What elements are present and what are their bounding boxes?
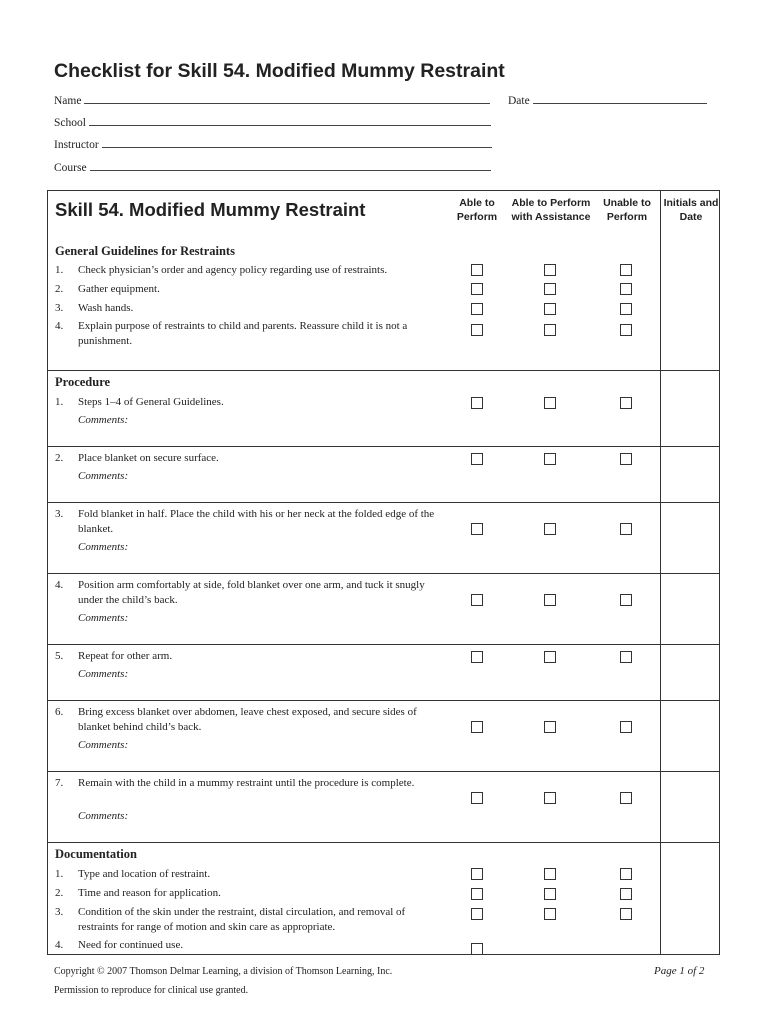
checkbox-assistance[interactable] <box>544 868 556 880</box>
checkbox-able[interactable] <box>471 397 483 409</box>
row-divider <box>48 573 719 574</box>
checkbox-unable[interactable] <box>620 264 632 276</box>
item-text: Place blanket on secure surface. <box>78 452 219 464</box>
item-number: 3. <box>55 508 64 520</box>
row-divider <box>48 771 719 772</box>
item-text: Wash hands. <box>78 302 134 314</box>
comments-label: Comments: <box>78 739 129 751</box>
checkbox-able[interactable] <box>471 453 483 465</box>
item-number: 5. <box>55 650 64 662</box>
checkbox-assistance[interactable] <box>544 264 556 276</box>
item-text: Need for continued use. <box>78 939 184 951</box>
item-text: Steps 1–4 of General Guidelines. <box>78 396 224 408</box>
item-number: 4. <box>55 579 64 591</box>
checkbox-unable[interactable] <box>620 721 632 733</box>
checkbox-assistance[interactable] <box>544 721 556 733</box>
item-text: Gather equipment. <box>78 283 160 295</box>
checkbox-able[interactable] <box>471 721 483 733</box>
school-line[interactable] <box>89 115 491 126</box>
checkbox-assistance[interactable] <box>544 908 556 920</box>
checklist-table <box>47 190 720 955</box>
checkbox-assistance[interactable] <box>544 651 556 663</box>
checkbox-able[interactable] <box>471 283 483 295</box>
comments-label: Comments: <box>78 541 129 553</box>
checkbox-able[interactable] <box>471 868 483 880</box>
section-heading-documentation: Documentation <box>55 847 137 861</box>
comments-label: Comments: <box>78 414 129 426</box>
checkbox-able[interactable] <box>471 264 483 276</box>
instructor-label: Instructor <box>54 139 99 151</box>
permission-notice: Permission to reproduce for clinical use granted. <box>54 985 249 996</box>
checkbox-assistance[interactable] <box>544 303 556 315</box>
course-label: Course <box>54 162 87 174</box>
row-divider <box>48 842 719 843</box>
checkbox-assistance[interactable] <box>544 594 556 606</box>
date-field[interactable] <box>508 93 707 107</box>
section-heading-general: General Guidelines for Restraints <box>55 244 235 258</box>
date-line[interactable] <box>533 93 707 104</box>
item-number: 1. <box>55 396 64 408</box>
item-text: Fold blanket in half. Place the child with his or her neck at the folded edge of the blanket. <box>78 508 435 535</box>
checkbox-able[interactable] <box>471 908 483 920</box>
course-field[interactable] <box>54 160 491 174</box>
checkbox-unable[interactable] <box>620 792 632 804</box>
item-number: 3. <box>55 906 64 918</box>
checkbox-able[interactable] <box>471 594 483 606</box>
column-header-assistance: Able to Perform with Assistance <box>511 197 591 223</box>
section-heading-procedure: Procedure <box>55 375 111 389</box>
item-text: Check physician’s order and agency policy regarding use of restraints. <box>78 264 388 276</box>
date-label: Date <box>508 95 530 107</box>
item-number: 3. <box>55 302 64 314</box>
item-number: 2. <box>55 283 64 295</box>
item-text: Position arm comfortably at side, fold blanket over one arm, and tuck it snugly under the child’s back. <box>78 579 425 606</box>
row-divider <box>48 700 719 701</box>
school-label: School <box>54 117 86 129</box>
row-divider <box>48 446 719 447</box>
checkbox-unable[interactable] <box>620 324 632 336</box>
checkbox-assistance[interactable] <box>544 453 556 465</box>
copyright-notice: Copyright © 2007 Thomson Delmar Learning, a division of Thomson Learning, Inc. <box>54 966 393 977</box>
comments-label: Comments: <box>78 668 129 680</box>
checkbox-assistance[interactable] <box>544 324 556 336</box>
page-title: Checklist for Skill 54. Modified Mummy Restraint <box>54 60 505 82</box>
item-text: Explain purpose of restraints to child and parents. Reassure child it is not a punishment. <box>78 320 408 347</box>
item-text: Remain with the child in a mummy restraint until the procedure is complete. <box>78 777 415 789</box>
checkbox-able[interactable] <box>471 651 483 663</box>
checkbox-unable[interactable] <box>620 888 632 900</box>
column-header-unable: Unable to Perform <box>603 197 651 223</box>
comments-label: Comments: <box>78 810 129 822</box>
name-line[interactable] <box>84 93 490 104</box>
item-number: 2. <box>55 452 64 464</box>
checkbox-unable[interactable] <box>620 397 632 409</box>
checkbox-able[interactable] <box>471 303 483 315</box>
checkbox-unable[interactable] <box>620 594 632 606</box>
page-number: Page 1 of 2 <box>654 965 705 977</box>
checkbox-assistance[interactable] <box>544 397 556 409</box>
name-field[interactable] <box>54 93 490 107</box>
checkbox-able[interactable] <box>471 888 483 900</box>
name-label: Name <box>54 95 82 107</box>
checkbox-unable[interactable] <box>620 303 632 315</box>
checkbox-unable[interactable] <box>620 283 632 295</box>
item-number: 6. <box>55 706 64 718</box>
item-number: 1. <box>55 868 64 880</box>
item-number: 4. <box>55 939 64 951</box>
item-text: Type and location of restraint. <box>78 868 211 880</box>
item-number: 1. <box>55 264 64 276</box>
item-text: Condition of the skin under the restraint, distal circulation, and removal of restraints for range of motion and skin care as appropriate. <box>78 906 406 933</box>
comments-label: Comments: <box>78 470 129 482</box>
row-divider <box>48 370 719 371</box>
item-number: 7. <box>55 777 64 789</box>
item-number: 4. <box>55 320 64 332</box>
checkbox-able[interactable] <box>471 523 483 535</box>
checkbox-assistance[interactable] <box>544 888 556 900</box>
skill-heading: Skill 54. Modified Mummy Restraint <box>55 199 366 220</box>
checkbox-able[interactable] <box>471 943 483 955</box>
item-text: Bring excess blanket over abdomen, leave chest exposed, and secure sides of blanket behind child’s back. <box>78 706 417 733</box>
item-text: Repeat for other arm. <box>78 650 173 662</box>
checkbox-unable[interactable] <box>620 453 632 465</box>
row-divider <box>48 502 719 503</box>
checkbox-able[interactable] <box>471 324 483 336</box>
row-divider <box>48 644 719 645</box>
checkbox-able[interactable] <box>471 792 483 804</box>
instructor-line[interactable] <box>102 137 492 148</box>
checkbox-unable[interactable] <box>620 868 632 880</box>
checkbox-unable[interactable] <box>620 651 632 663</box>
checkbox-unable[interactable] <box>620 908 632 920</box>
course-line[interactable] <box>90 160 491 171</box>
checkbox-assistance[interactable] <box>544 792 556 804</box>
checkbox-unable[interactable] <box>620 523 632 535</box>
comments-label: Comments: <box>78 612 129 624</box>
instructor-field[interactable] <box>54 137 492 151</box>
item-number: 2. <box>55 887 64 899</box>
checkbox-assistance[interactable] <box>544 523 556 535</box>
checkbox-assistance[interactable] <box>544 283 556 295</box>
column-header-able: Able to Perform <box>456 197 498 223</box>
school-field[interactable] <box>54 115 491 129</box>
item-text: Time and reason for application. <box>78 887 221 899</box>
column-header-initials: Initials and Date <box>663 197 719 223</box>
